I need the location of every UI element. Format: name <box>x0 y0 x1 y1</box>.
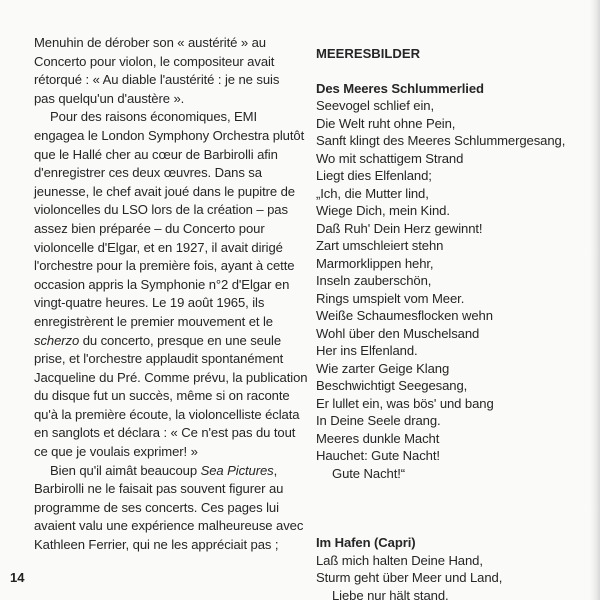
essay-line-text: Menuhin de dérober son « austérité » au <box>34 35 266 50</box>
verse-line: Beschwichtigt Seegesang, <box>316 378 468 393</box>
verse-line: Liebe nur hält stand. <box>332 587 449 600</box>
verse-line: Wiege Dich, mein Kind. <box>316 203 450 218</box>
poem-verses <box>316 97 576 482</box>
essay-line <box>34 387 296 406</box>
essay-line-text: programme de ses concerts. Ces pages lui <box>34 499 279 515</box>
essay-line-text: violoncelle d'Elgar, et en 1927, il avait dirigé <box>34 239 283 255</box>
verse-line: Hauchet: Gute Nacht! <box>316 448 440 463</box>
essay-line <box>34 53 296 72</box>
verse-line: Liegt dies Elfenland; <box>316 168 432 183</box>
verse-line: Marmorklippen hehr, <box>316 255 434 271</box>
verse-line: Wohl über den Muschelsand <box>316 325 480 341</box>
german-lyrics-column <box>316 45 576 600</box>
essay-line <box>34 164 296 183</box>
verse-line: In Deine Seele drang. <box>316 413 441 428</box>
essay-line <box>34 108 296 127</box>
verse-line: Die Welt ruht ohne Pein, <box>316 115 456 131</box>
essay-line <box>34 406 300 425</box>
essay-line-text: Kathleen Ferrier, qui ne les appréciait pas ; <box>34 537 279 553</box>
essay-line-text: Pour des raisons économiques, EMI <box>50 109 258 125</box>
verse-line: Meeres dunkle Macht <box>316 430 440 446</box>
essay-line <box>34 34 296 53</box>
verse-line: Her ins Elfenland. <box>316 343 418 358</box>
verse-line: Sturm geht über Meer und Land, <box>316 570 503 585</box>
essay-line <box>34 127 305 146</box>
essay-line-text: l'orchestre pour la première fois, ayant à cette <box>34 258 295 274</box>
poem-verses <box>316 552 576 600</box>
essay-line <box>34 350 296 369</box>
italic-title: Sea Pictures <box>200 462 274 478</box>
essay-line-text: ce que je voulais exprimer! » <box>34 444 198 460</box>
essay-line-text: violoncelles du LSO lors de la création – pas <box>34 202 288 218</box>
verse-line: Laß mich halten Deine Hand, <box>316 552 483 568</box>
essay-line <box>34 462 296 481</box>
essay-line-text: occasion appris la Symphonie n°2 d'Elgar en <box>34 276 290 292</box>
essay-line-text: qu'à la première écoute, la violoncelliste éclata <box>34 406 300 422</box>
verse-line: Zart umschleiert stehn <box>316 238 444 253</box>
verse-line: Seevogel schlief ein, <box>316 98 435 113</box>
essay-line <box>34 276 296 295</box>
essay-line-text: Barbirolli ne le faisait pas souvent figurer au <box>34 481 284 497</box>
essay-line-text: en sanglots et déclara : « Ce n'est pas du tout <box>34 425 296 441</box>
verse-line: Daß Ruh' Dein Herz gewinnt! <box>316 220 483 236</box>
french-essay-column <box>34 34 308 555</box>
section-title: MEERESBILDER <box>316 46 421 61</box>
verse-line: Weiße Schaumesflocken wehn <box>316 308 493 323</box>
essay-line-text: Jacqueline du Pré. Comme prévu, la publication <box>34 369 308 385</box>
essay-line <box>34 480 296 499</box>
poem-des-meeres-schlummerlied <box>316 80 576 483</box>
verse-line: Inseln zauberschön, <box>316 273 432 288</box>
essay-line <box>34 499 296 518</box>
essay-line-text: engagea le London Symphony Orchestra plutôt <box>34 127 305 143</box>
verse-line: Rings umspielt vom Meer. <box>316 290 465 306</box>
verse-line: Wo mit schattigem Strand <box>316 150 464 166</box>
essay-line <box>34 239 296 258</box>
essay-line <box>34 220 296 239</box>
essay-line-text: d'enregistrer ces deux œuvres. Dans sa <box>34 165 262 181</box>
essay-line <box>34 183 296 202</box>
essay-line <box>34 369 308 388</box>
essay-line-text: prise, et l'orchestre applaudit spontanément <box>34 351 284 367</box>
page-gutter-shadow <box>590 0 600 600</box>
poem-title: Im Hafen (Capri) <box>316 535 416 550</box>
essay-line <box>34 257 296 276</box>
essay-line <box>34 294 296 313</box>
essay-line <box>34 424 296 443</box>
essay-line <box>34 332 296 351</box>
essay-line-text: rétorqué : « Au diable l'austérité : je ne suis <box>34 72 280 88</box>
verse-line: Gute Nacht!“ <box>332 465 406 481</box>
essay-line-text: Concerto pour violon, le compositeur avait <box>34 53 275 69</box>
poem-im-hafen <box>316 534 576 600</box>
punctuation: , <box>273 462 278 478</box>
verse-line: Er lullet ein, was bös' und bang <box>316 395 494 411</box>
essay-line-text: du concerto, presque en une seule <box>79 332 282 348</box>
poem-title: Des Meeres Schlummerlied <box>316 80 484 96</box>
essay-line <box>34 536 296 555</box>
essay-line-text: Bien qu'il aimât beaucoup <box>50 462 201 478</box>
essay-line <box>34 201 296 220</box>
essay-line <box>34 71 296 90</box>
essay-line-text: du disque fut un succès, même si on raconte <box>34 388 290 404</box>
italic-term: scherzo <box>34 332 80 348</box>
essay-line-text: pas quelqu'un d'austère ». <box>34 90 185 106</box>
essay-line <box>34 90 296 109</box>
verse-line: Wie zarter Geige Klang <box>316 360 450 376</box>
essay-line <box>34 313 296 332</box>
essay-line <box>34 443 296 462</box>
essay-line-text: que le Hallé cher au cœur de Barbirolli afin <box>34 146 278 162</box>
essay-line-text: jeunesse, le chef avait joué dans le pupitre de <box>34 183 295 199</box>
essay-line <box>34 517 304 536</box>
verse-line: Sanft klingt des Meeres Schlummergesang, <box>316 133 566 148</box>
essay-line-text: assez bien préparée – du Concerto pour <box>34 220 265 236</box>
essay-line-text: enregistrèrent le premier mouvement et le <box>34 313 273 329</box>
verse-line: „Ich, die Mutter lind, <box>316 185 429 201</box>
essay-line-text: avaient valu une expérience malheureuse avec <box>34 518 304 534</box>
page-number: 14 <box>10 570 25 585</box>
essay-line <box>34 146 296 165</box>
essay-line-text: vingt-quatre heures. Le 19 août 1965, ils <box>34 295 265 311</box>
